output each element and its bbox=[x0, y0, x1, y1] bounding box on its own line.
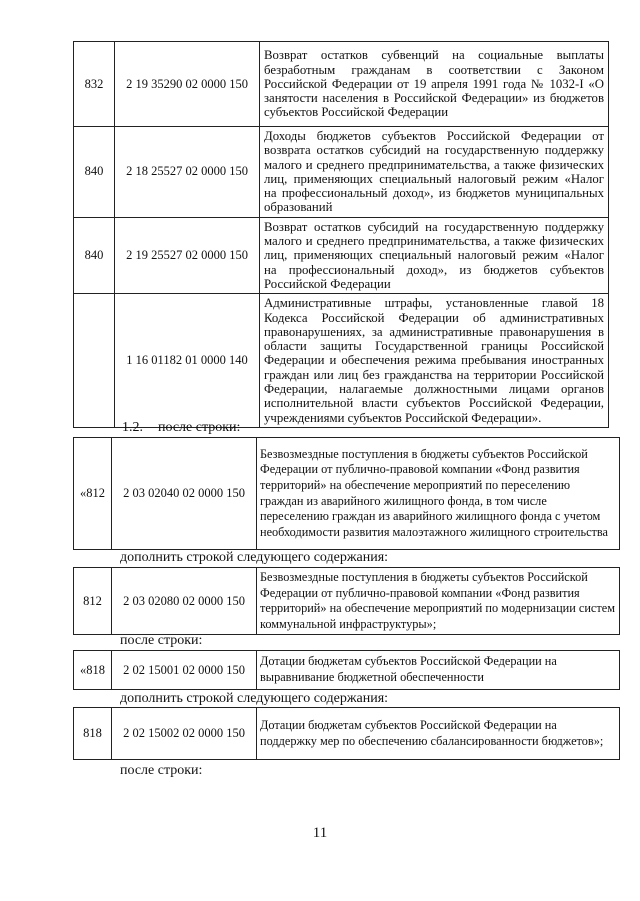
after-row-instruction: после строки: bbox=[120, 763, 203, 778]
budget-code-cell: 2 03 02080 02 0000 150 bbox=[112, 568, 257, 635]
admin-code-cell: 818 bbox=[74, 708, 112, 760]
add-row-instruction: дополнить строкой следующего содержания: bbox=[120, 550, 389, 565]
description-text: Дотации бюджетам субъектов Российской Федерации на выравнивание бюджетной обеспеченности bbox=[260, 654, 557, 684]
description-cell bbox=[260, 217, 609, 293]
description-cell bbox=[260, 294, 609, 428]
description-cell bbox=[260, 127, 609, 218]
add-row-instruction: дополнить строкой следующего содержания: bbox=[120, 691, 389, 706]
budget-code-cell: 2 03 02040 02 0000 150 bbox=[112, 438, 257, 550]
section-1-2 bbox=[122, 420, 240, 436]
budget-code-cell: 2 02 15001 02 0000 150 bbox=[112, 651, 257, 690]
admin-code-cell: «812 bbox=[74, 438, 112, 550]
description-text: Безвозмездные поступления в бюджеты субъектов Российской Федерации от публично-правовой компании «Фонд развития территорий» на обеспечение мероприятий по переселению граждан из аварийного жилищного фонда, в том числе переселению граждан из аварийного жилищного фонда с учетом необходимости развития малоэтажного жилищного строительства bbox=[260, 446, 609, 539]
budget-codes-table bbox=[73, 707, 620, 760]
budget-code-cell: 2 18 25527 02 0000 150 bbox=[115, 127, 260, 218]
budget-code-cell: 1 16 01182 01 0000 140 bbox=[115, 294, 260, 428]
admin-code-cell: 832 bbox=[74, 42, 115, 127]
admin-code-cell: 840 bbox=[74, 127, 115, 218]
table-row bbox=[74, 568, 620, 635]
section-number: 1.2. bbox=[122, 420, 143, 435]
budget-codes-table bbox=[73, 437, 620, 550]
admin-code-cell: 840 bbox=[74, 217, 115, 293]
admin-code-cell: «818 bbox=[74, 651, 112, 690]
description-text: Безвозмездные поступления в бюджеты субъектов Российской Федерации от публично-правовой компании «Фонд развития территорий» на обеспечение мероприятий по модернизации систем коммунальной инфраструктуры»; bbox=[260, 570, 616, 631]
table-row bbox=[74, 651, 620, 690]
description-text: Возврат остатков субсидий на государственную поддержку малого и среднего предпринимательства, а также физических лиц, применяющих специальный налоговый режим «Налог на профессиональный доход», из бюджетов субъектов Российской Федерации bbox=[264, 219, 604, 291]
budget-code-cell: 2 19 35290 02 0000 150 bbox=[115, 42, 260, 127]
table-row bbox=[74, 127, 609, 218]
description-cell bbox=[257, 438, 620, 550]
budget-codes-table bbox=[73, 41, 609, 428]
description-text: Дотации бюджетам субъектов Российской Федерации на поддержку мер по обеспечению сбалансированности бюджетов»; bbox=[260, 717, 604, 748]
table-row bbox=[74, 708, 620, 760]
table-row bbox=[74, 438, 620, 550]
description-cell bbox=[260, 42, 609, 127]
page-number: 11 bbox=[312, 825, 328, 841]
description-cell bbox=[257, 708, 620, 760]
admin-code-cell: 812 bbox=[74, 568, 112, 635]
budget-codes-table bbox=[73, 650, 620, 690]
description-text: Доходы бюджетов субъектов Российской Федерации от возврата остатков субсидий на государственную поддержку малого и среднего предпринимательства, а также физических лиц, применяющих специальный налоговый режим «Налог на профессиональный доход», из бюджетов муниципальных образований bbox=[264, 129, 604, 215]
description-text: Возврат остатков субвенций на социальные выплаты безработным гражданам в соответствии с Законом Российской Федерации от 19 апреля 1991 года № 1032-I «О занятости населения в Российской Федерации» из бюджетов субъектов Российской Федерации bbox=[264, 48, 604, 120]
budget-code-cell: 2 19 25527 02 0000 150 bbox=[115, 217, 260, 293]
section-text: после строки: bbox=[158, 420, 241, 435]
table-row bbox=[74, 217, 609, 293]
description-text: Административные штрафы, установленные главой 18 Кодекса Российской Федерации об административных правонарушениях, за административные правонарушения в области защиты Государственной границы Российской Федерации и обеспечения режима пребывания иностранных граждан или лиц без гражданства на территории Российской Федерации, налагаемые должностными лицами органов исполнительной власти субъектов Российской Федерации, учреждениями субъектов Российской Федерации». bbox=[264, 296, 604, 425]
table-row bbox=[74, 294, 609, 428]
admin-code-cell bbox=[74, 294, 115, 428]
budget-codes-table bbox=[73, 567, 620, 635]
budget-code-cell: 2 02 15002 02 0000 150 bbox=[112, 708, 257, 760]
description-cell bbox=[257, 651, 620, 690]
after-row-instruction: после строки: bbox=[120, 633, 203, 648]
table-row bbox=[74, 42, 609, 127]
description-cell bbox=[257, 568, 620, 635]
